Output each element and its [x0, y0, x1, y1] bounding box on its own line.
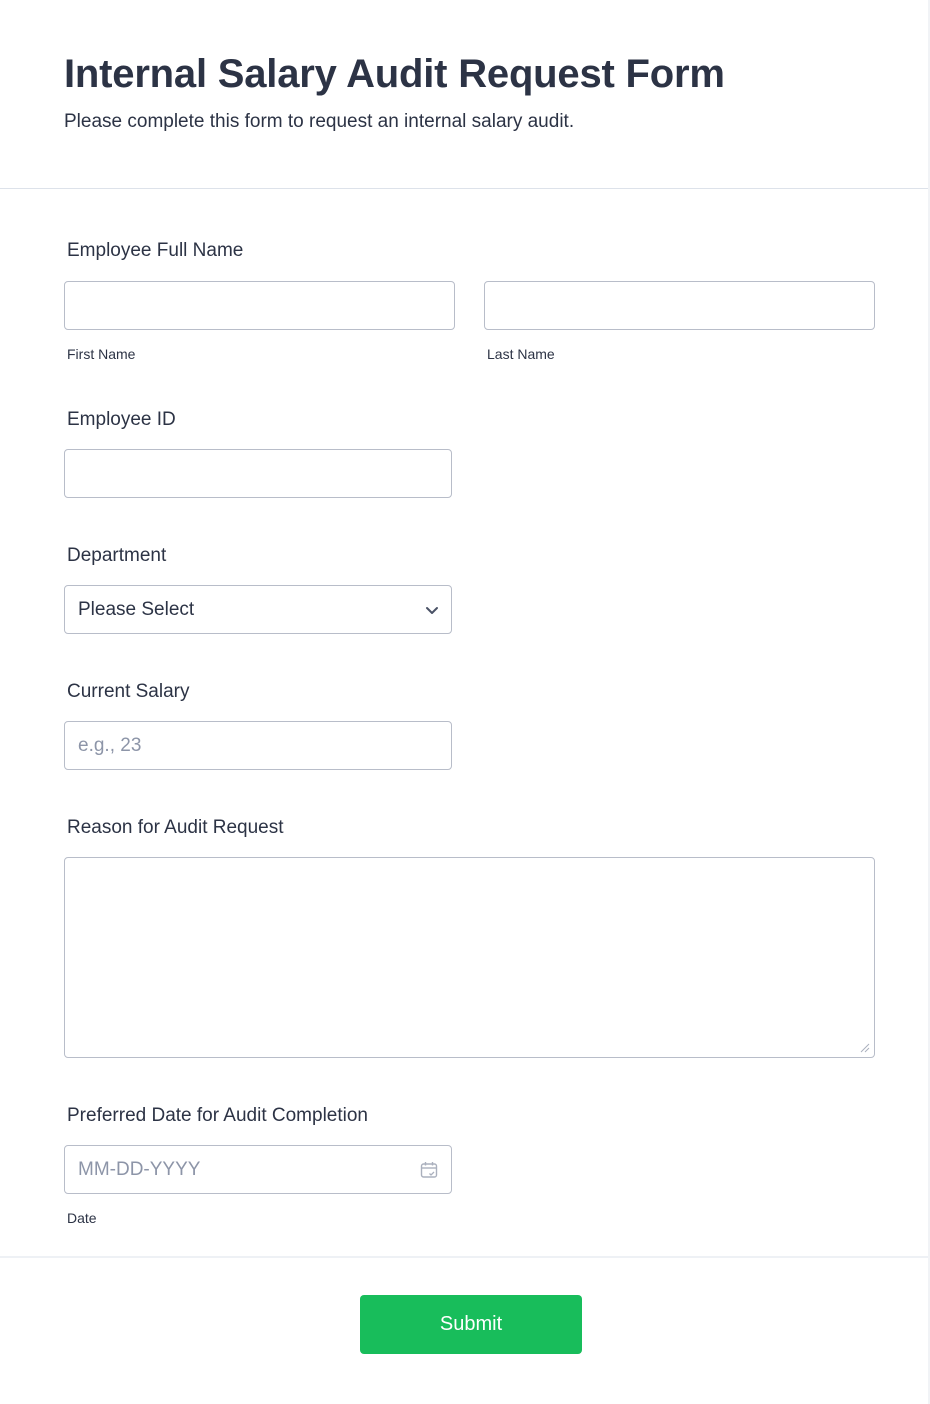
full-name-label: Employee Full Name — [67, 240, 244, 261]
first-name-sublabel: First Name — [67, 346, 136, 362]
department-select[interactable] — [64, 585, 452, 634]
page-subtitle: Please complete this form to request an internal salary audit. — [64, 111, 575, 132]
department-selected-value: Please Select — [78, 598, 195, 620]
department-label: Department — [67, 545, 167, 566]
last-name-sublabel: Last Name — [487, 346, 555, 362]
employee-id-input[interactable] — [64, 449, 452, 498]
calendar-icon[interactable] — [419, 1160, 439, 1180]
employee-id-label: Employee ID — [67, 409, 176, 430]
reason-textarea[interactable] — [64, 857, 875, 1058]
first-name-input[interactable] — [64, 281, 455, 330]
chevron-down-icon — [425, 603, 439, 617]
current-salary-input[interactable] — [64, 721, 452, 770]
current-salary-label: Current Salary — [67, 681, 190, 702]
date-sublabel: Date — [67, 1210, 97, 1226]
preferred-date-label: Preferred Date for Audit Completion — [67, 1105, 368, 1126]
submit-button[interactable]: Submit — [360, 1295, 582, 1354]
last-name-input[interactable] — [484, 281, 875, 330]
page-title: Internal Salary Audit Request Form — [64, 52, 725, 96]
preferred-date-input[interactable] — [64, 1145, 452, 1194]
form-header — [0, 0, 928, 189]
resize-grip-icon[interactable] — [858, 1041, 870, 1053]
reason-label: Reason for Audit Request — [67, 817, 284, 838]
